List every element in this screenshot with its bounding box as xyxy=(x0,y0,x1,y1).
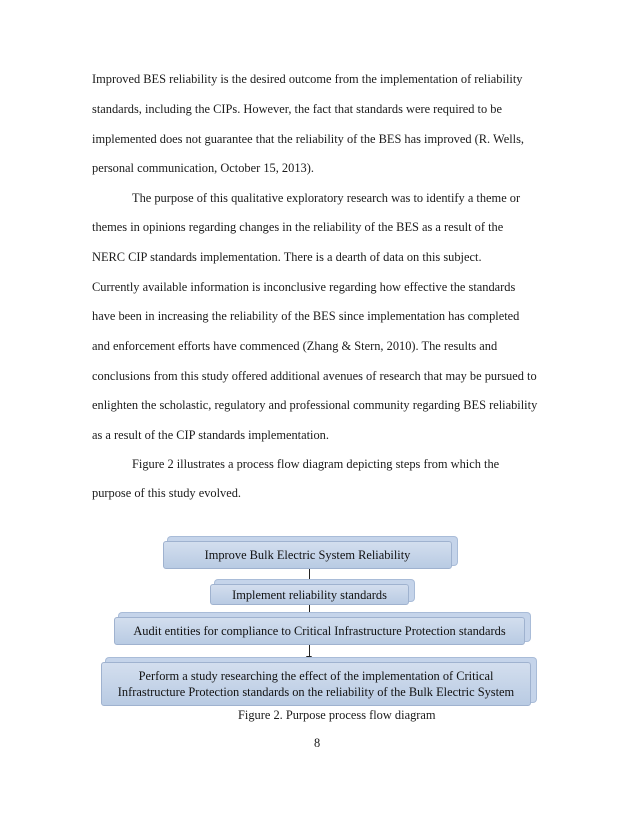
body-line: have been in increasing the reliability of the BES since implementation has completed xyxy=(92,309,520,323)
figure-caption: Figure 2. Purpose process flow diagram xyxy=(238,708,436,722)
body-line: The purpose of this qualitative exploratory research was to identify a theme or xyxy=(132,191,521,205)
body-line: implemented does not guarantee that the reliability of the BES has improved (R. Wells, xyxy=(92,132,525,146)
body-line: Improved BES reliability is the desired outcome from the implementation of reliability xyxy=(92,72,523,86)
flow-step-label: Implement reliability standards xyxy=(232,587,387,602)
body-line: as a result of the CIP standards implementation. xyxy=(92,428,329,442)
flow-step-label: Audit entities for compliance to Critical Infrastructure Protection standards xyxy=(133,624,506,638)
body-line: purpose of this study evolved. xyxy=(92,486,242,500)
body-line: NERC CIP standards implementation. There is a dearth of data on this subject. xyxy=(92,250,482,264)
flow-step-perform-study xyxy=(101,662,531,706)
flow-step-audit-entities xyxy=(114,617,525,645)
flow-step-implement-standards xyxy=(210,584,409,605)
down-arrow-icon xyxy=(309,645,310,660)
body-line: themes in opinions regarding changes in the reliability of the BES as a result of the xyxy=(92,220,504,234)
page-number: 8 xyxy=(314,736,321,750)
body-line: standards, including the CIPs. However, the fact that standards were required to be xyxy=(92,102,502,116)
flow-step-label: Perform a study researching the effect of the implementation of Critical xyxy=(138,669,494,683)
body-line: personal communication, October 15, 2013). xyxy=(92,161,314,175)
down-arrow-icon xyxy=(309,569,310,583)
body-line: conclusions from this study offered additional avenues of research that may be pursued to xyxy=(92,369,537,383)
body-line: and enforcement efforts have commenced (Zhang & Stern, 2010). The results and xyxy=(92,339,498,353)
flow-step-label: Infrastructure Protection standards on the reliability of the Bulk Electric System xyxy=(117,685,515,699)
down-arrow-icon xyxy=(309,605,310,617)
body-line: Currently available information is inconclusive regarding how effective the standards xyxy=(92,280,516,294)
flow-step-improve-reliability xyxy=(163,541,452,569)
body-line: Figure 2 illustrates a process flow diagram depicting steps from which the xyxy=(132,457,500,471)
body-line: enlighten the scholastic, regulatory and professional community regarding BES reliability xyxy=(92,398,538,412)
flow-step-label: Improve Bulk Electric System Reliability xyxy=(204,548,411,562)
